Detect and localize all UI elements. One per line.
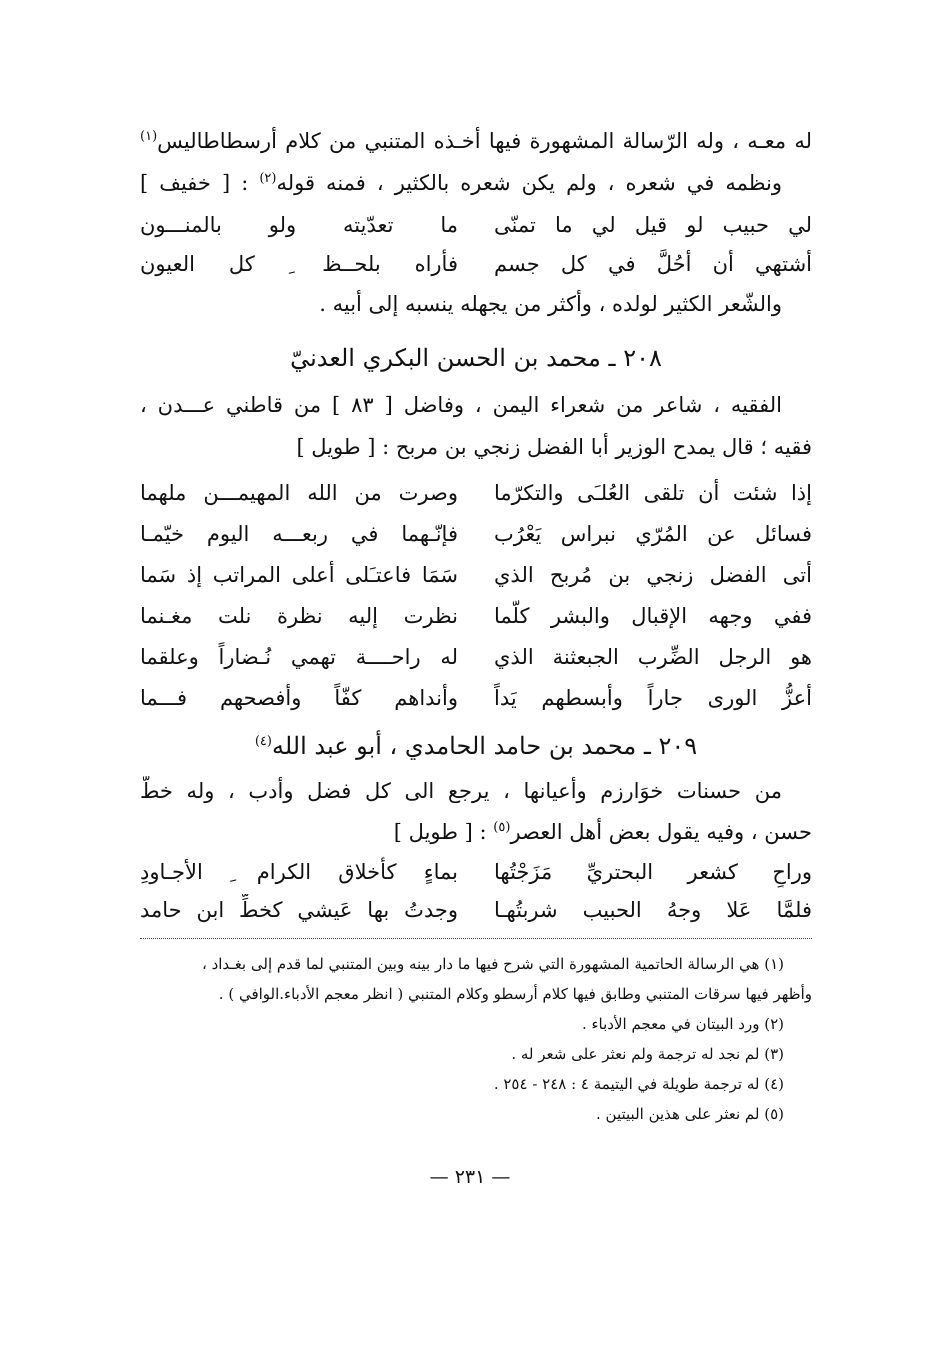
verse-209-1 <box>140 856 812 888</box>
hemistich-first: أتى الفضل زنجي بن مُربح الذي <box>494 563 812 587</box>
footnote-5: (٥) لم نعثر على هذين البيتين . <box>596 1105 784 1123</box>
hemistich-second: فأراه بلحــظ ِ كل العيون <box>140 252 458 276</box>
verse-208-6 <box>140 682 812 714</box>
footnote-ref-5: (٥) <box>493 820 511 835</box>
entry-208-line-1: الفقيه ، شاعر من شعراء اليمن ، وفاضل [ ٨٣ ] من قاطني عـــدن ، <box>140 393 783 417</box>
footnote-3: (٣) لم نجد له ترجمة ولم نعثر على شعر له . <box>511 1045 784 1063</box>
verse-208-1 <box>140 477 812 509</box>
hemistich-second: نظرت إليه نظرة نلت مغـنما <box>140 604 458 628</box>
entry-209-line-2 <box>140 817 812 847</box>
entry-209-title <box>140 729 812 763</box>
hemistich-first: فلمَّا عَلا وجهُ الحبيب شربتُهـا <box>494 898 812 922</box>
hemistich-second: بماءٍ كأخلاق الكرام ِ الأجـاودِ <box>140 860 458 884</box>
hemistich-first: إذا شئت أن تلقى العُلـَى والتكرّما <box>494 481 812 505</box>
entry-209-title-text: ٢٠٩ ـ محمد بن حامد الحامدي ، أبو عبد الله <box>271 732 698 760</box>
verse-208-4 <box>140 600 812 632</box>
intro-line-3 <box>140 289 812 319</box>
hemistich-first: أعزُّ الورى جاراً وأبسطهم يَداً <box>494 686 812 710</box>
hemistich-second: سَمَا فاعتـَلى أعلى المراتب إذ سَما <box>140 563 458 587</box>
footnote-ref-4: (٤) <box>254 734 272 749</box>
meter-label-tawil: : [ طويل ] <box>393 820 487 844</box>
entry-209-text-2: حسن ، وفيه يقول بعض أهل العصر <box>510 820 812 844</box>
hemistich-second: وأنداهم كفّاً وأفصحهم فـــما <box>140 686 458 710</box>
footnote-ref-2: (٢) <box>259 171 277 186</box>
footnote-separator <box>140 938 812 939</box>
footnote-ref-1: (١) <box>140 129 158 144</box>
meter-label-khafif: : [ خفيف ] <box>140 171 249 195</box>
entry-209-line-1: من حسنات خوَارزم وأعيانها ، يرجع الى كل فضل وأدب ، وله خطٌّ <box>140 779 782 803</box>
hemistich-second: له راحــــة تهمي نُـضاراً وعلقما <box>140 645 458 669</box>
intro-line-2 <box>140 168 812 198</box>
verse-208-3 <box>140 559 812 591</box>
page-number: — ٢٣١ — <box>429 1166 511 1188</box>
hemistich-second: ما تعدّيته ولو بالمنـــون <box>140 213 458 237</box>
footnote-1-line-2: وأظهر فيها سرقات المتنبي وطابق فيها كلام أرسطو وكلام المتنبي ( انظر معجم الأدباء.الوافي ) . <box>218 985 812 1003</box>
footnote-2: (٢) ورد البيتان في معجم الأدباء . <box>581 1015 784 1033</box>
hemistich-second: وصرت من الله المهيمـــن ملهما <box>140 481 458 505</box>
hemistich-first: أشتهي أن أحُلَّ في كل جسم <box>494 252 812 276</box>
hemistich-first: هو الرجل الضِّرب الجبعثنة الذي <box>494 645 812 669</box>
intro-text-1: له معـه ، وله الرّسالة المشهورة فيها أخـذه المتنبي من كلام أرسطاطاليس <box>157 129 812 153</box>
hemistich-first: لي حبيب لو قيل لي ما تمنّى <box>494 213 812 237</box>
intro-text-3: والشّعر الكثير لولده ، وأكثر من يجهله ينسبه إلى أبيه . <box>319 292 782 316</box>
verse-208-5 <box>140 641 812 673</box>
intro-text-2: ونظمه في شعره ، ولم يكن شعره بالكثير ، فمنه قوله <box>276 171 782 195</box>
verse-a-2 <box>140 248 812 280</box>
verse-208-2 <box>140 518 812 550</box>
hemistich-first: ففي وجهه الإقبال والبشر كلّما <box>494 604 812 628</box>
hemistich-first: وراحٍ كشعر البحتريِّ مَزَجْتُها <box>494 860 812 884</box>
verse-a-1 <box>140 209 812 241</box>
footnote-4: (٤) له ترجمة طويلة في اليتيمة ٤ : ٢٤٨ - ٢٥٤ . <box>493 1075 784 1093</box>
hemistich-second: وجدتُ بها عَيشي كخطِّ ابن حامد <box>140 898 458 922</box>
hemistich-second: فإنّـهما في ربعـــه اليوم خيّمـا <box>140 522 458 546</box>
intro-line-1 <box>140 126 812 156</box>
footnote-1-line-1: (١) هي الرسالة الحاتمية المشهورة التي شرح فيها ما دار بينه وبين المتنبي لما قدم إلى بغـداد ، <box>201 955 784 973</box>
hemistich-first: فسائل عن المُرّي نبراس يَعْرُب <box>494 522 812 546</box>
verse-209-2 <box>140 894 812 926</box>
entry-208-line-2: فقيه ؛ قال يمدح الوزير أبا الفضل زنجي بن مربح : [ طويل ] <box>296 435 812 459</box>
entry-208-title: ٢٠٨ ـ محمد بن الحسن البكري العدنيّ <box>290 344 662 372</box>
